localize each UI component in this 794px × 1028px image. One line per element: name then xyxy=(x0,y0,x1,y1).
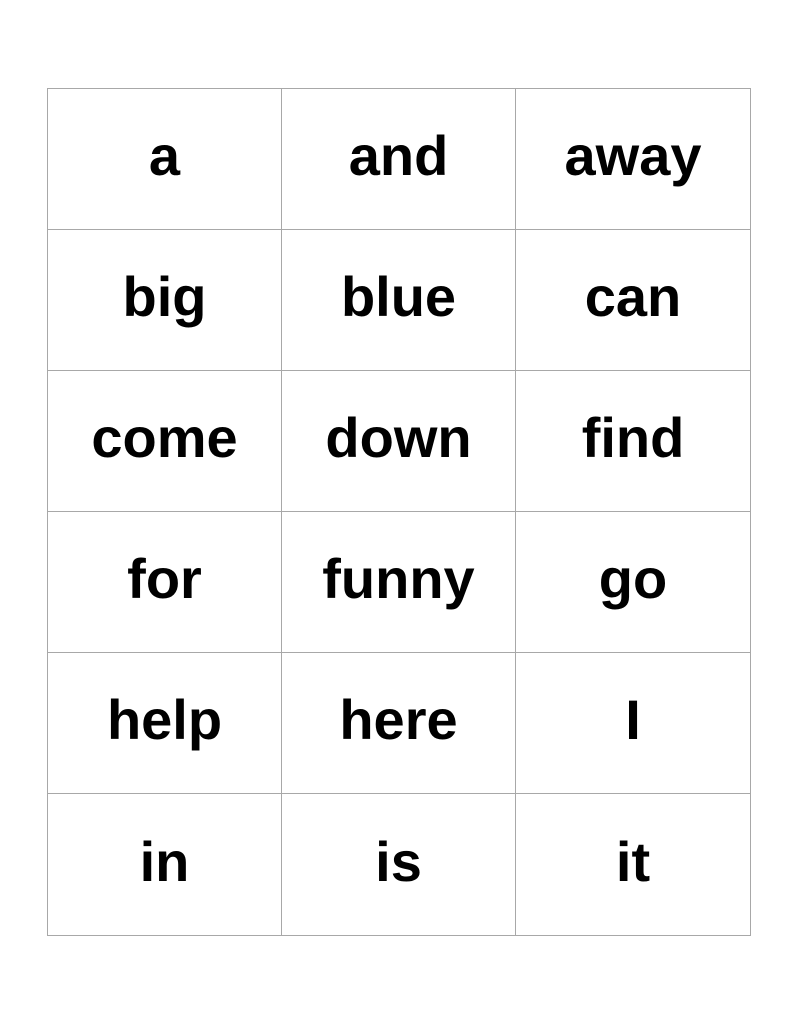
word-card-text: for xyxy=(127,547,202,610)
word-card-text: down xyxy=(325,406,472,469)
word-card xyxy=(48,512,282,653)
word-card xyxy=(282,794,516,935)
word-card xyxy=(48,794,282,935)
word-card xyxy=(516,371,750,512)
word-card-text: help xyxy=(106,688,223,751)
word-card-text: away xyxy=(564,124,702,187)
word-card xyxy=(282,371,516,512)
word-card-text: go xyxy=(598,547,668,610)
word-card xyxy=(516,230,750,371)
word-card-text: find xyxy=(581,406,685,469)
word-card xyxy=(48,89,282,230)
word-card-text: funny xyxy=(322,547,475,610)
word-card-text: here xyxy=(339,688,458,751)
word-card xyxy=(516,794,750,935)
word-card xyxy=(516,512,750,653)
word-card xyxy=(516,89,750,230)
word-card xyxy=(282,230,516,371)
word-card-text: is xyxy=(375,829,422,893)
word-card xyxy=(48,371,282,512)
word-card xyxy=(282,653,516,794)
word-card-text: I xyxy=(625,688,641,751)
sight-word-card-grid xyxy=(47,88,751,936)
word-card xyxy=(48,653,282,794)
word-card-text: can xyxy=(584,265,682,328)
word-card-text: big xyxy=(122,265,207,328)
word-card-text: come xyxy=(91,406,238,469)
word-card xyxy=(516,653,750,794)
word-card-text: it xyxy=(615,829,651,893)
word-card-text: blue xyxy=(340,265,457,328)
word-card-text: in xyxy=(139,829,190,893)
word-card-text: a xyxy=(148,124,181,187)
word-card xyxy=(282,512,516,653)
word-card-text: and xyxy=(348,124,449,187)
word-card xyxy=(282,89,516,230)
word-card xyxy=(48,230,282,371)
